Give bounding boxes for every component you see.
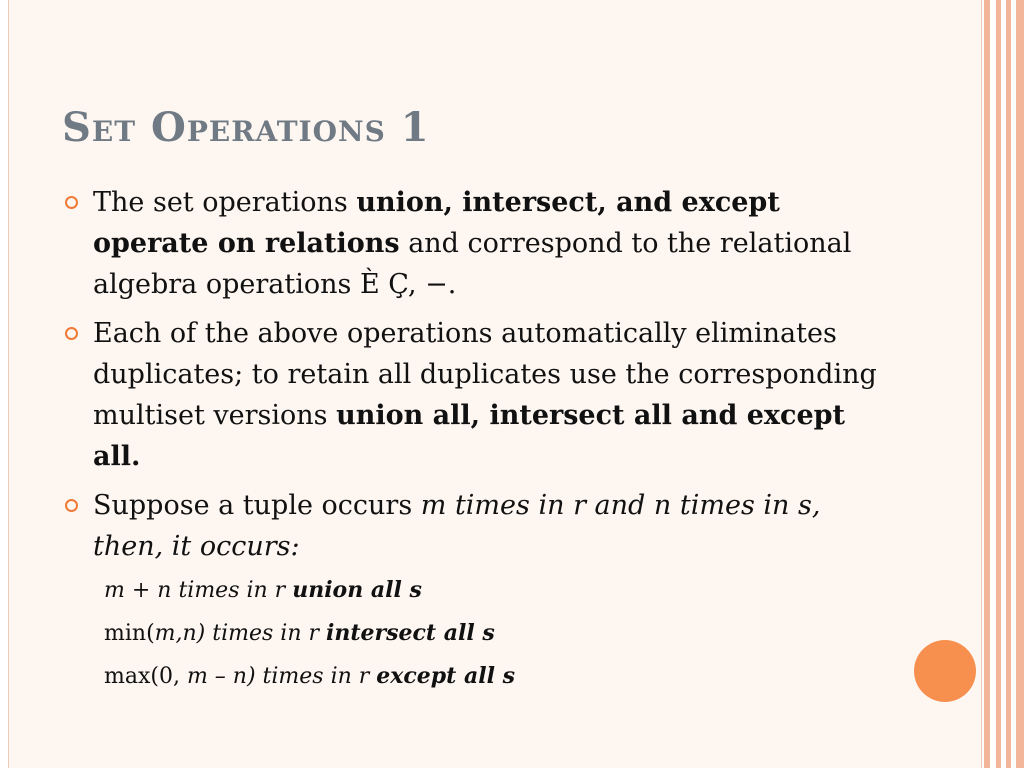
bullet-item — [62, 182, 892, 305]
sub-item-italic: m – n) times in r — [186, 664, 377, 689]
slide-body — [62, 182, 892, 698]
decorative-circle — [914, 640, 976, 702]
sub-item-italic: m,n) times in r — [154, 621, 327, 646]
bullet-text: Suppose a tuple occurs — [93, 490, 421, 521]
sub-item-text: min( — [104, 621, 155, 646]
bullet-bold-text: union, intersect, and except operate on relations — [93, 187, 780, 259]
bullet-circle-icon — [65, 327, 78, 340]
bullet-text: Each of the above operations automatically eliminates duplicates; to retain all duplicates use the corresponding multiset versions — [93, 318, 877, 431]
sub-item — [62, 569, 892, 612]
sub-item-bold: intersect all s — [326, 620, 495, 646]
sub-item — [62, 612, 892, 655]
decorative-stripe — [984, 0, 990, 768]
decorative-stripe — [996, 0, 1001, 768]
decorative-stripe — [1016, 0, 1024, 768]
bullet-item — [62, 313, 892, 477]
bullet-circle-icon — [65, 499, 78, 512]
bullet-text: and correspond to the relational algebra operations È Ç, −. — [93, 228, 852, 300]
sub-item-text: max(0, — [104, 664, 187, 689]
sub-item-italic: m + n times in r — [104, 578, 293, 603]
sub-item — [62, 655, 892, 698]
bullet-circle-icon — [65, 196, 78, 209]
sub-item-bold: except all s — [376, 663, 516, 689]
page-title: Set Operations 1 — [62, 104, 430, 151]
decorative-stripe — [1006, 0, 1011, 768]
bullet-bold-text: union all, intersect all and except all. — [93, 400, 845, 472]
bullet-text: The set operations — [93, 187, 357, 218]
bullet-italic-text: m times in r and n times in s, then, it occurs: — [93, 490, 821, 562]
bullet-item — [62, 485, 892, 567]
sub-item-bold: union all s — [292, 577, 422, 603]
